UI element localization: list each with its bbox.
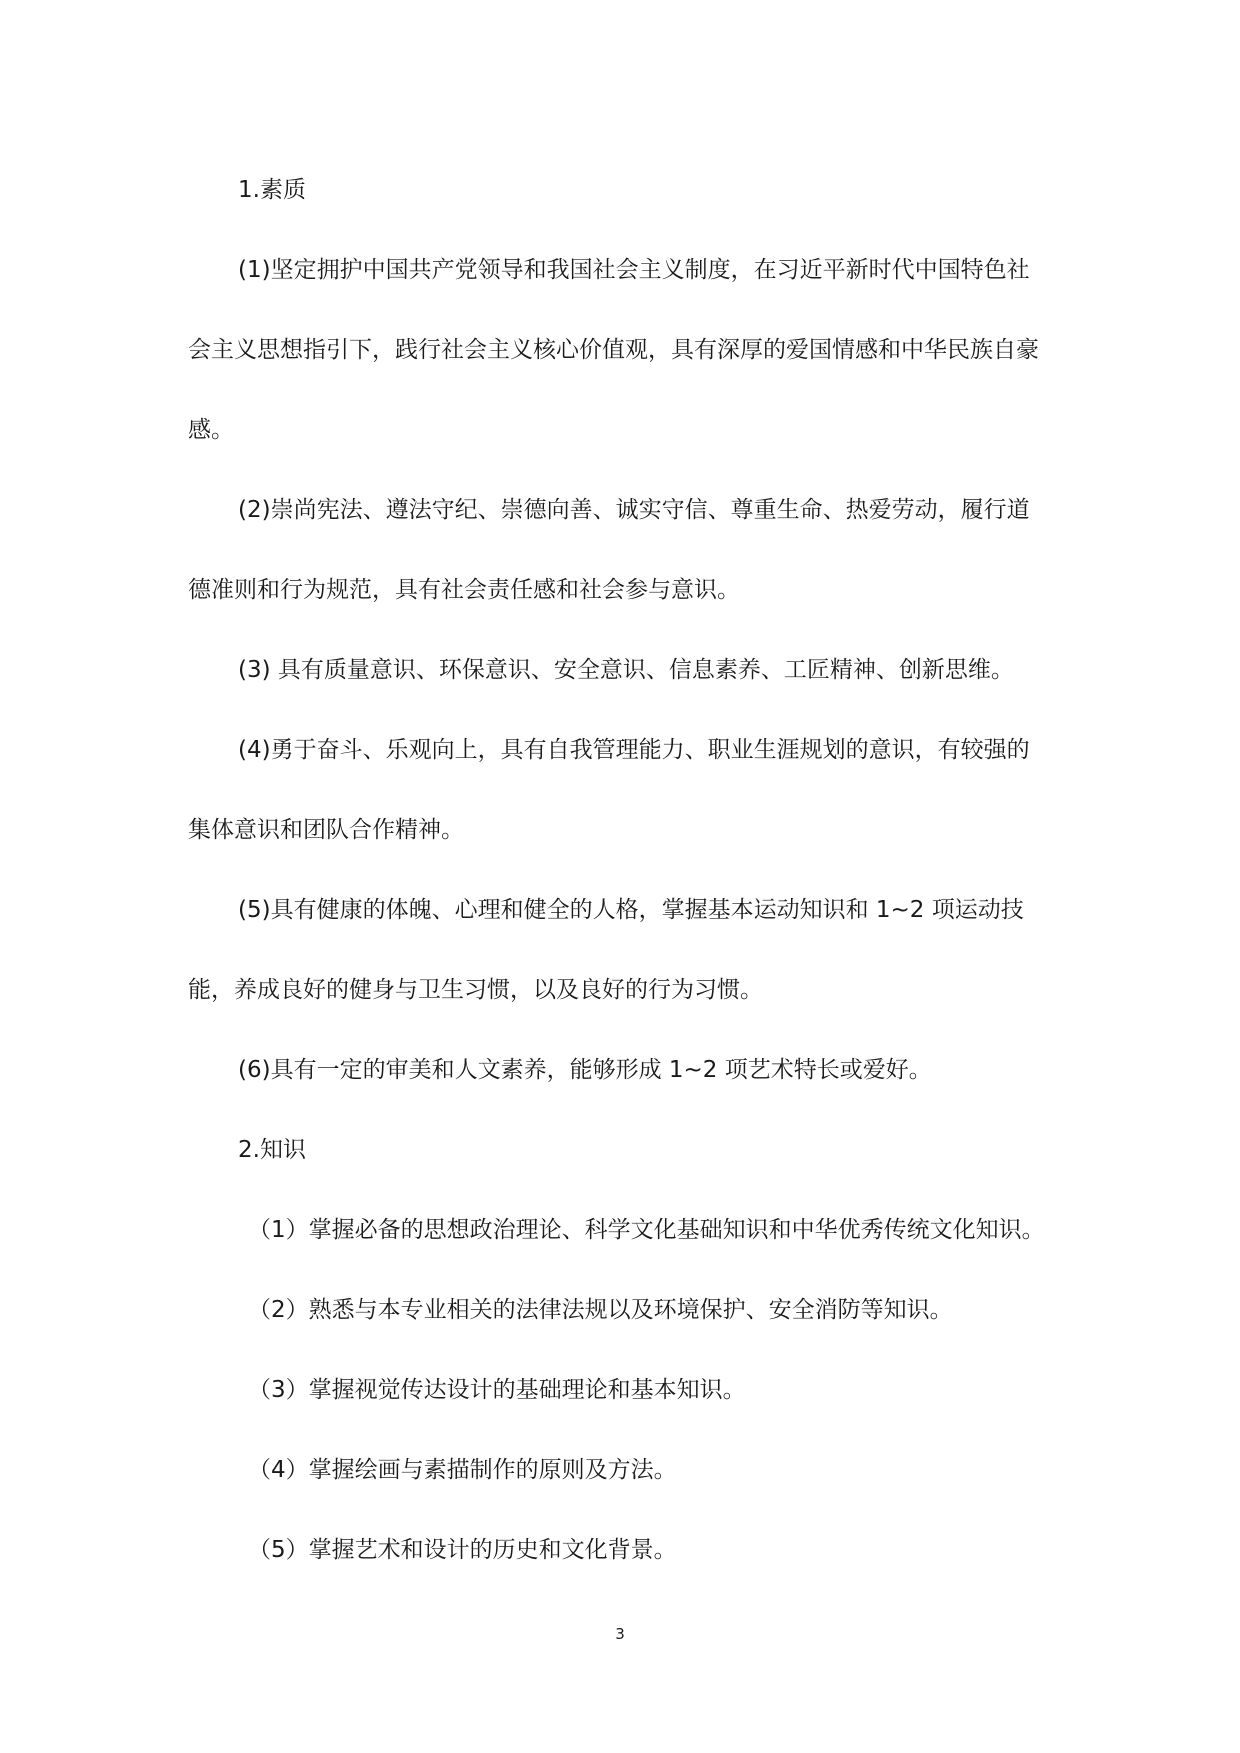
paragraph-knowledge-2: （2）熟悉与本专业相关的法律法规以及环境保护、安全消防等知识。 xyxy=(248,1297,953,1323)
paragraph-quality-3: (3) 具有质量意识、环保意识、安全意识、信息素养、工匠精神、创新思维。 xyxy=(238,657,1014,683)
document-body xyxy=(188,150,1052,1590)
paragraph-quality-4: (4)勇于奋斗、乐观向上，具有自我管理能力、职业生涯规划的意识，有较强的集体意识和团队合作精神。 xyxy=(188,737,1030,843)
paragraph-quality-1: (1)坚定拥护中国共产党领导和我国社会主义制度，在习近平新时代中国特色社会主义思想指引下，践行社会主义核心价值观，具有深厚的爱国情感和中华民族自豪感。 xyxy=(188,257,1039,443)
page-number: 3 xyxy=(615,1625,625,1643)
paragraph-quality-5: (5)具有健康的体魄、心理和健全的人格，掌握基本运动知识和 1~2 项运动技能，养成良好的健身与卫生习惯，以及良好的行为习惯。 xyxy=(188,897,1024,1003)
section-heading-knowledge: 2.知识 xyxy=(238,1137,306,1163)
paragraph-quality-2: (2)崇尚宪法、遵法守纪、崇德向善、诚实守信、尊重生命、热爱劳动，履行道德准则和行为规范，具有社会责任感和社会参与意识。 xyxy=(188,497,1030,603)
paragraph-quality-6: (6)具有一定的审美和人文素养，能够形成 1~2 项艺术特长或爱好。 xyxy=(238,1057,932,1083)
section-heading-quality: 1.素质 xyxy=(238,177,306,203)
paragraph-knowledge-3: （3）掌握视觉传达设计的基础理论和基本知识。 xyxy=(248,1377,746,1403)
paragraph-knowledge-1: （1）掌握必备的思想政治理论、科学文化基础知识和中华优秀传统文化知识。 xyxy=(248,1217,1045,1243)
paragraph-knowledge-4: （4）掌握绘画与素描制作的原则及方法。 xyxy=(248,1457,677,1483)
paragraph-knowledge-5: （5）掌握艺术和设计的历史和文化背景。 xyxy=(248,1537,677,1563)
